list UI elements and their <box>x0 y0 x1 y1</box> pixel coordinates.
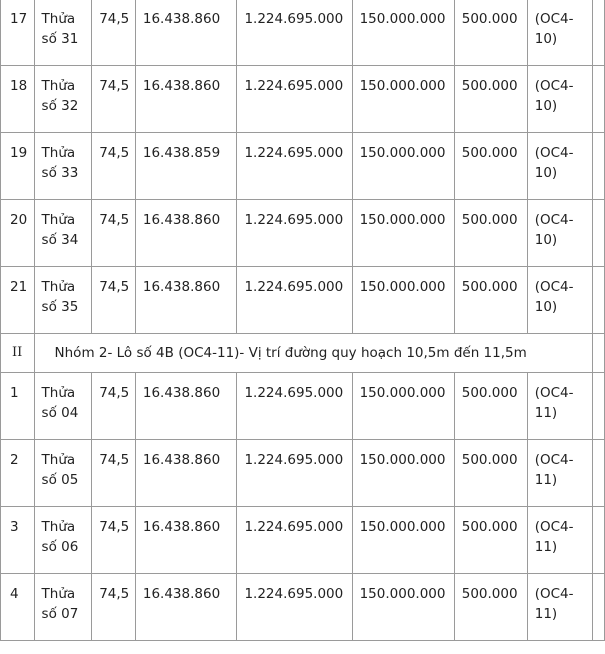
table-row <box>1 133 605 200</box>
price-per-m2: 16.438.860 <box>135 267 237 334</box>
price-per-m2: 16.438.860 <box>135 66 237 133</box>
extra-cell <box>592 267 604 334</box>
total-price: 1.224.695.000 <box>237 574 352 641</box>
row-number: 3 <box>1 507 35 574</box>
deposit-amount: 150.000.000 <box>352 0 454 66</box>
area-value: 74,5 <box>92 0 136 66</box>
area-value: 74,5 <box>92 66 136 133</box>
price-per-m2: 16.438.860 <box>135 373 237 440</box>
area-value: 74,5 <box>92 507 136 574</box>
lot-code: (OC4-11) <box>527 574 592 641</box>
row-number: 1 <box>1 373 35 440</box>
deposit-amount: 150.000.000 <box>352 133 454 200</box>
row-number: 19 <box>1 133 35 200</box>
row-number: 17 <box>1 0 35 66</box>
group-title: Nhóm 2- Lô số 4B (OC4-11)- Vị trí đường quy hoạch 10,5m đến 11,5m <box>34 334 592 373</box>
price-per-m2: 16.438.860 <box>135 507 237 574</box>
extra-cell <box>592 574 604 641</box>
area-value: 74,5 <box>92 200 136 267</box>
total-price: 1.224.695.000 <box>237 66 352 133</box>
table-row <box>1 574 605 641</box>
price-per-m2: 16.438.860 <box>135 200 237 267</box>
deposit-amount: 150.000.000 <box>352 66 454 133</box>
extra-cell <box>592 440 604 507</box>
lot-name: Thửa số 07 <box>34 574 92 641</box>
total-price: 1.224.695.000 <box>237 133 352 200</box>
area-value: 74,5 <box>92 133 136 200</box>
area-value: 74,5 <box>92 373 136 440</box>
lot-name: Thửa số 06 <box>34 507 92 574</box>
lot-code: (OC4-11) <box>527 440 592 507</box>
lot-name: Thửa số 34 <box>34 200 92 267</box>
extra-cell <box>592 133 604 200</box>
total-price: 1.224.695.000 <box>237 0 352 66</box>
extra-cell <box>592 66 604 133</box>
fee-amount: 500.000 <box>454 0 527 66</box>
lot-code: (OC4-10) <box>527 267 592 334</box>
lot-name: Thửa số 35 <box>34 267 92 334</box>
lot-code: (OC4-11) <box>527 507 592 574</box>
table-row <box>1 440 605 507</box>
fee-amount: 500.000 <box>454 440 527 507</box>
total-price: 1.224.695.000 <box>237 267 352 334</box>
lot-name: Thửa số 32 <box>34 66 92 133</box>
total-price: 1.224.695.000 <box>237 440 352 507</box>
table-row <box>1 0 605 66</box>
total-price: 1.224.695.000 <box>237 373 352 440</box>
lot-name: Thửa số 31 <box>34 0 92 66</box>
deposit-amount: 150.000.000 <box>352 507 454 574</box>
lot-code: (OC4-10) <box>527 66 592 133</box>
row-number: 18 <box>1 66 35 133</box>
table-row <box>1 507 605 574</box>
table-row <box>1 200 605 267</box>
row-number: 20 <box>1 200 35 267</box>
row-number: 21 <box>1 267 35 334</box>
deposit-amount: 150.000.000 <box>352 267 454 334</box>
area-value: 74,5 <box>92 440 136 507</box>
fee-amount: 500.000 <box>454 267 527 334</box>
table-body <box>1 0 605 641</box>
row-number: 4 <box>1 574 35 641</box>
row-number: 2 <box>1 440 35 507</box>
total-price: 1.224.695.000 <box>237 507 352 574</box>
price-per-m2: 16.438.859 <box>135 133 237 200</box>
lot-code: (OC4-11) <box>527 373 592 440</box>
lot-name: Thửa số 05 <box>34 440 92 507</box>
extra-cell <box>592 200 604 267</box>
total-price: 1.224.695.000 <box>237 200 352 267</box>
table-row <box>1 373 605 440</box>
table-row <box>1 267 605 334</box>
deposit-amount: 150.000.000 <box>352 440 454 507</box>
lot-code: (OC4-10) <box>527 0 592 66</box>
price-per-m2: 16.438.860 <box>135 440 237 507</box>
lot-name: Thửa số 04 <box>34 373 92 440</box>
fee-amount: 500.000 <box>454 66 527 133</box>
extra-cell <box>592 0 604 66</box>
extra-cell <box>592 507 604 574</box>
lot-name: Thửa số 33 <box>34 133 92 200</box>
fee-amount: 500.000 <box>454 133 527 200</box>
deposit-amount: 150.000.000 <box>352 373 454 440</box>
price-per-m2: 16.438.860 <box>135 574 237 641</box>
fee-amount: 500.000 <box>454 200 527 267</box>
extra-cell <box>592 373 604 440</box>
extra-cell <box>592 334 604 373</box>
deposit-amount: 150.000.000 <box>352 200 454 267</box>
group-numeral: II <box>1 334 35 373</box>
deposit-amount: 150.000.000 <box>352 574 454 641</box>
area-value: 74,5 <box>92 267 136 334</box>
fee-amount: 500.000 <box>454 574 527 641</box>
lot-code: (OC4-10) <box>527 133 592 200</box>
fee-amount: 500.000 <box>454 507 527 574</box>
area-value: 74,5 <box>92 574 136 641</box>
table-row <box>1 66 605 133</box>
price-per-m2: 16.438.860 <box>135 0 237 66</box>
lot-code: (OC4-10) <box>527 200 592 267</box>
fee-amount: 500.000 <box>454 373 527 440</box>
group-header-row <box>1 334 605 373</box>
